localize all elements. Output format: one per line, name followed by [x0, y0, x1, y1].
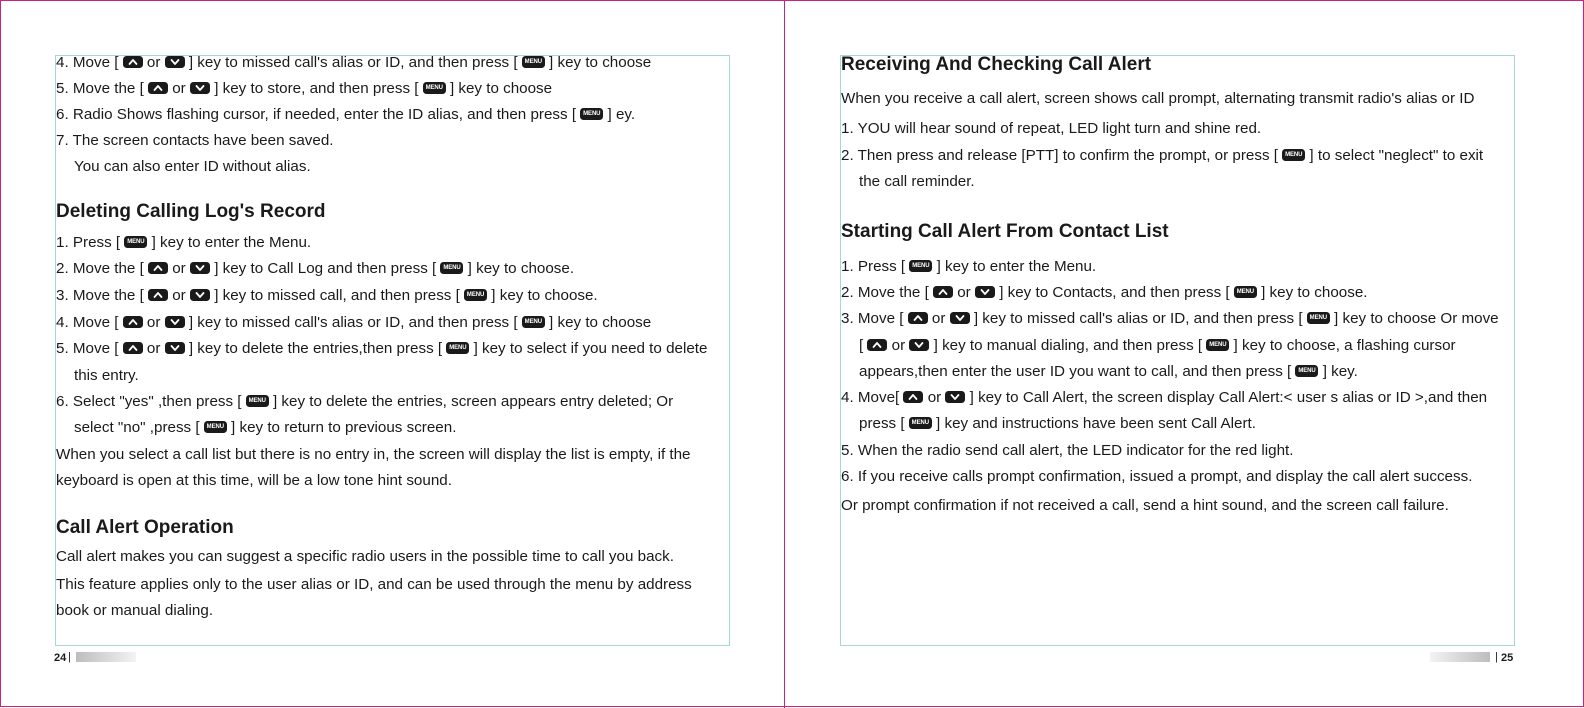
- text-run: ] key to enter the Menu.: [932, 258, 1097, 275]
- down-arrow-key-icon: [975, 286, 995, 298]
- text-line: [56, 234, 311, 252]
- menu-key-icon: MENU: [909, 417, 932, 429]
- left-page-number: 24: [54, 652, 67, 664]
- text-run: or: [168, 80, 190, 97]
- text-run: Or prompt confirmation if not received a call, send a hint sound, and the screen call failure.: [841, 497, 1449, 514]
- text-line: [74, 419, 456, 437]
- text-run: Call alert makes you can suggest a specific radio users in the possible time to call you back.: [56, 548, 674, 565]
- menu-key-icon: MENU: [423, 82, 446, 94]
- text-run: [: [859, 337, 868, 354]
- text-line: [74, 158, 311, 176]
- text-run: or: [142, 54, 165, 71]
- left-footer-bar: [76, 652, 136, 662]
- menu-key-icon: MENU: [464, 289, 487, 301]
- text-run: 7. The screen contacts have been saved.: [56, 132, 334, 149]
- text-run: When you receive a call alert, screen shows call prompt, alternating transmit radio's alias or ID: [841, 90, 1475, 107]
- menu-key-icon: MENU: [1295, 365, 1318, 377]
- section-heading: Deleting Calling Log's Record: [56, 201, 326, 222]
- text-line: [841, 468, 1472, 486]
- text-run: or: [923, 389, 946, 406]
- section-heading: Starting Call Alert From Contact List: [841, 221, 1169, 242]
- menu-key-icon: MENU: [440, 262, 463, 274]
- text-line: [841, 90, 1474, 108]
- menu-key-icon: MENU: [522, 316, 545, 328]
- text-run: appears,then enter the user ID you want to call, and then press [: [859, 363, 1296, 380]
- text-run: 5. When the radio send call alert, the LED indicator for the red light.: [841, 442, 1294, 459]
- text-run: 4. Move [: [56, 314, 123, 331]
- text-run: 5. Move [: [56, 340, 123, 357]
- text-run: 1. Press [: [841, 258, 910, 275]
- menu-key-icon: MENU: [124, 236, 147, 248]
- text-line: [859, 415, 1256, 433]
- text-run: ] key to missed call's alias or ID, and then press [: [969, 310, 1307, 327]
- text-run: or: [142, 340, 165, 357]
- down-arrow-key-icon: [165, 316, 185, 328]
- up-arrow-key-icon: [903, 391, 923, 403]
- text-line: [56, 472, 452, 490]
- text-run: ] key to delete the entries, screen appears entry deleted; Or: [268, 393, 674, 410]
- right-page-divider: |: [1495, 651, 1498, 663]
- text-run: or: [927, 310, 950, 327]
- text-run: ] key to choose Or move: [1329, 310, 1499, 327]
- text-run: ] key.: [1318, 363, 1358, 380]
- up-arrow-key-icon: [148, 82, 168, 94]
- text-run: 3. Move [: [841, 310, 908, 327]
- text-line: [56, 54, 651, 72]
- text-line: [56, 393, 673, 411]
- menu-key-icon: MENU: [1206, 339, 1229, 351]
- down-arrow-key-icon: [190, 262, 210, 274]
- text-line: [859, 337, 1456, 355]
- text-run: This feature applies only to the user alias or ID, and can be used through the menu by address: [56, 576, 692, 593]
- text-run: press [: [859, 415, 909, 432]
- down-arrow-key-icon: [945, 391, 965, 403]
- text-line: [56, 106, 635, 124]
- text-line: [841, 442, 1294, 460]
- text-run: or: [953, 284, 975, 301]
- text-run: ] ey.: [603, 106, 636, 123]
- text-run: ] key to choose, a flashing cursor: [1229, 337, 1456, 354]
- text-run: ] key to return to previous screen.: [226, 419, 457, 436]
- text-line: [841, 284, 1367, 302]
- text-run: 2. Move the [: [56, 260, 149, 277]
- text-run: 6. If you receive calls prompt confirmation, issued a prompt, and display the call alert success.: [841, 468, 1473, 485]
- text-line: [841, 310, 1499, 328]
- menu-key-icon: MENU: [446, 342, 469, 354]
- menu-key-icon: MENU: [246, 395, 269, 407]
- text-run: or: [168, 260, 190, 277]
- text-run: or: [168, 287, 190, 304]
- right-footer-bar: [1430, 652, 1490, 662]
- text-run: 4. Move [: [56, 54, 123, 71]
- text-run: ] key to choose: [544, 54, 652, 71]
- text-line: [56, 314, 651, 332]
- text-run: 5. Move the [: [56, 80, 149, 97]
- up-arrow-key-icon: [123, 316, 143, 328]
- up-arrow-key-icon: [148, 289, 168, 301]
- text-line: [56, 132, 334, 150]
- text-line: [56, 548, 674, 566]
- text-run: ] key to choose: [445, 80, 553, 97]
- text-line: [841, 497, 1449, 515]
- right-page-number: 25: [1501, 652, 1514, 664]
- section-heading: Call Alert Operation: [56, 517, 234, 538]
- menu-key-icon: MENU: [1282, 149, 1305, 161]
- text-run: When you select a call list but there is no entry in, the screen will display the list is empty, if the: [56, 446, 691, 463]
- text-run: 2. Move the [: [841, 284, 934, 301]
- text-run: 2. Then press and release [PTT] to confirm the prompt, or press [: [841, 147, 1283, 164]
- text-run: 4. Move[: [841, 389, 904, 406]
- menu-key-icon: MENU: [1234, 286, 1257, 298]
- text-line: [56, 602, 213, 620]
- down-arrow-key-icon: [909, 339, 929, 351]
- text-line: [841, 389, 1487, 407]
- up-arrow-key-icon: [123, 342, 143, 354]
- text-line: [56, 340, 707, 358]
- down-arrow-key-icon: [950, 312, 970, 324]
- down-arrow-key-icon: [165, 56, 185, 68]
- text-line: [859, 173, 975, 191]
- up-arrow-key-icon: [933, 286, 953, 298]
- left-page-divider: |: [68, 651, 71, 663]
- text-line: [859, 363, 1358, 381]
- menu-key-icon: MENU: [204, 421, 227, 433]
- text-run: the call reminder.: [859, 173, 975, 190]
- text-line: [56, 446, 691, 464]
- up-arrow-key-icon: [867, 339, 887, 351]
- down-arrow-key-icon: [190, 82, 210, 94]
- text-run: ] key to enter the Menu.: [147, 234, 312, 251]
- text-run: or: [142, 314, 165, 331]
- text-run: 1. YOU will hear sound of repeat, LED light turn and shine red.: [841, 120, 1262, 137]
- text-run: ] key to Call Log and then press [: [209, 260, 441, 277]
- text-line: [56, 576, 692, 594]
- page-gutter: [784, 0, 785, 708]
- text-line: [841, 120, 1261, 138]
- text-line: [74, 367, 139, 385]
- text-line: [56, 287, 598, 305]
- text-run: ] key to missed call's alias or ID, and then press [: [184, 314, 522, 331]
- menu-key-icon: MENU: [522, 56, 545, 68]
- up-arrow-key-icon: [148, 262, 168, 274]
- text-line: [841, 258, 1096, 276]
- text-run: ] key to choose.: [487, 287, 598, 304]
- down-arrow-key-icon: [165, 342, 185, 354]
- down-arrow-key-icon: [190, 289, 210, 301]
- text-run: keyboard is open at this time, will be a low tone hint sound.: [56, 472, 452, 489]
- menu-key-icon: MENU: [1307, 312, 1330, 324]
- text-run: ] key and instructions have been sent Call Alert.: [931, 415, 1256, 432]
- text-run: select "no" ,press [: [74, 419, 204, 436]
- text-line: [841, 147, 1483, 165]
- text-run: 6. Select "yes" ,then press [: [56, 393, 246, 410]
- text-line: [56, 80, 552, 98]
- text-run: You can also enter ID without alias.: [74, 158, 311, 175]
- up-arrow-key-icon: [908, 312, 928, 324]
- text-run: ] key to choose: [544, 314, 652, 331]
- text-run: 3. Move the [: [56, 287, 149, 304]
- text-run: book or manual dialing.: [56, 602, 214, 619]
- text-run: ] key to manual dialing, and then press [: [929, 337, 1207, 354]
- text-run: ] key to select if you need to delete: [469, 340, 708, 357]
- up-arrow-key-icon: [123, 56, 143, 68]
- text-run: ] key to missed call, and then press [: [209, 287, 465, 304]
- text-run: ] key to delete the entries,then press [: [184, 340, 447, 357]
- text-run: ] key to Contacts, and then press [: [994, 284, 1234, 301]
- text-run: ] key to Call Alert, the screen display Call Alert:< user s alias or ID >,and then: [965, 389, 1488, 406]
- menu-key-icon: MENU: [580, 108, 603, 120]
- text-run: ] key to missed call's alias or ID, and then press [: [184, 54, 522, 71]
- text-run: or: [887, 337, 910, 354]
- section-heading: Receiving And Checking Call Alert: [841, 54, 1152, 75]
- text-run: ] key to store, and then press [: [209, 80, 423, 97]
- text-run: ] key to choose.: [463, 260, 575, 277]
- text-run: 6. Radio Shows flashing cursor, if needed, enter the ID alias, and then press [: [56, 106, 581, 123]
- text-line: [56, 260, 574, 278]
- menu-key-icon: MENU: [909, 260, 932, 272]
- text-run: this entry.: [74, 367, 139, 384]
- text-run: ] key to choose.: [1256, 284, 1368, 301]
- text-run: ] to select "neglect" to exit: [1305, 147, 1484, 164]
- text-run: 1. Press [: [56, 234, 125, 251]
